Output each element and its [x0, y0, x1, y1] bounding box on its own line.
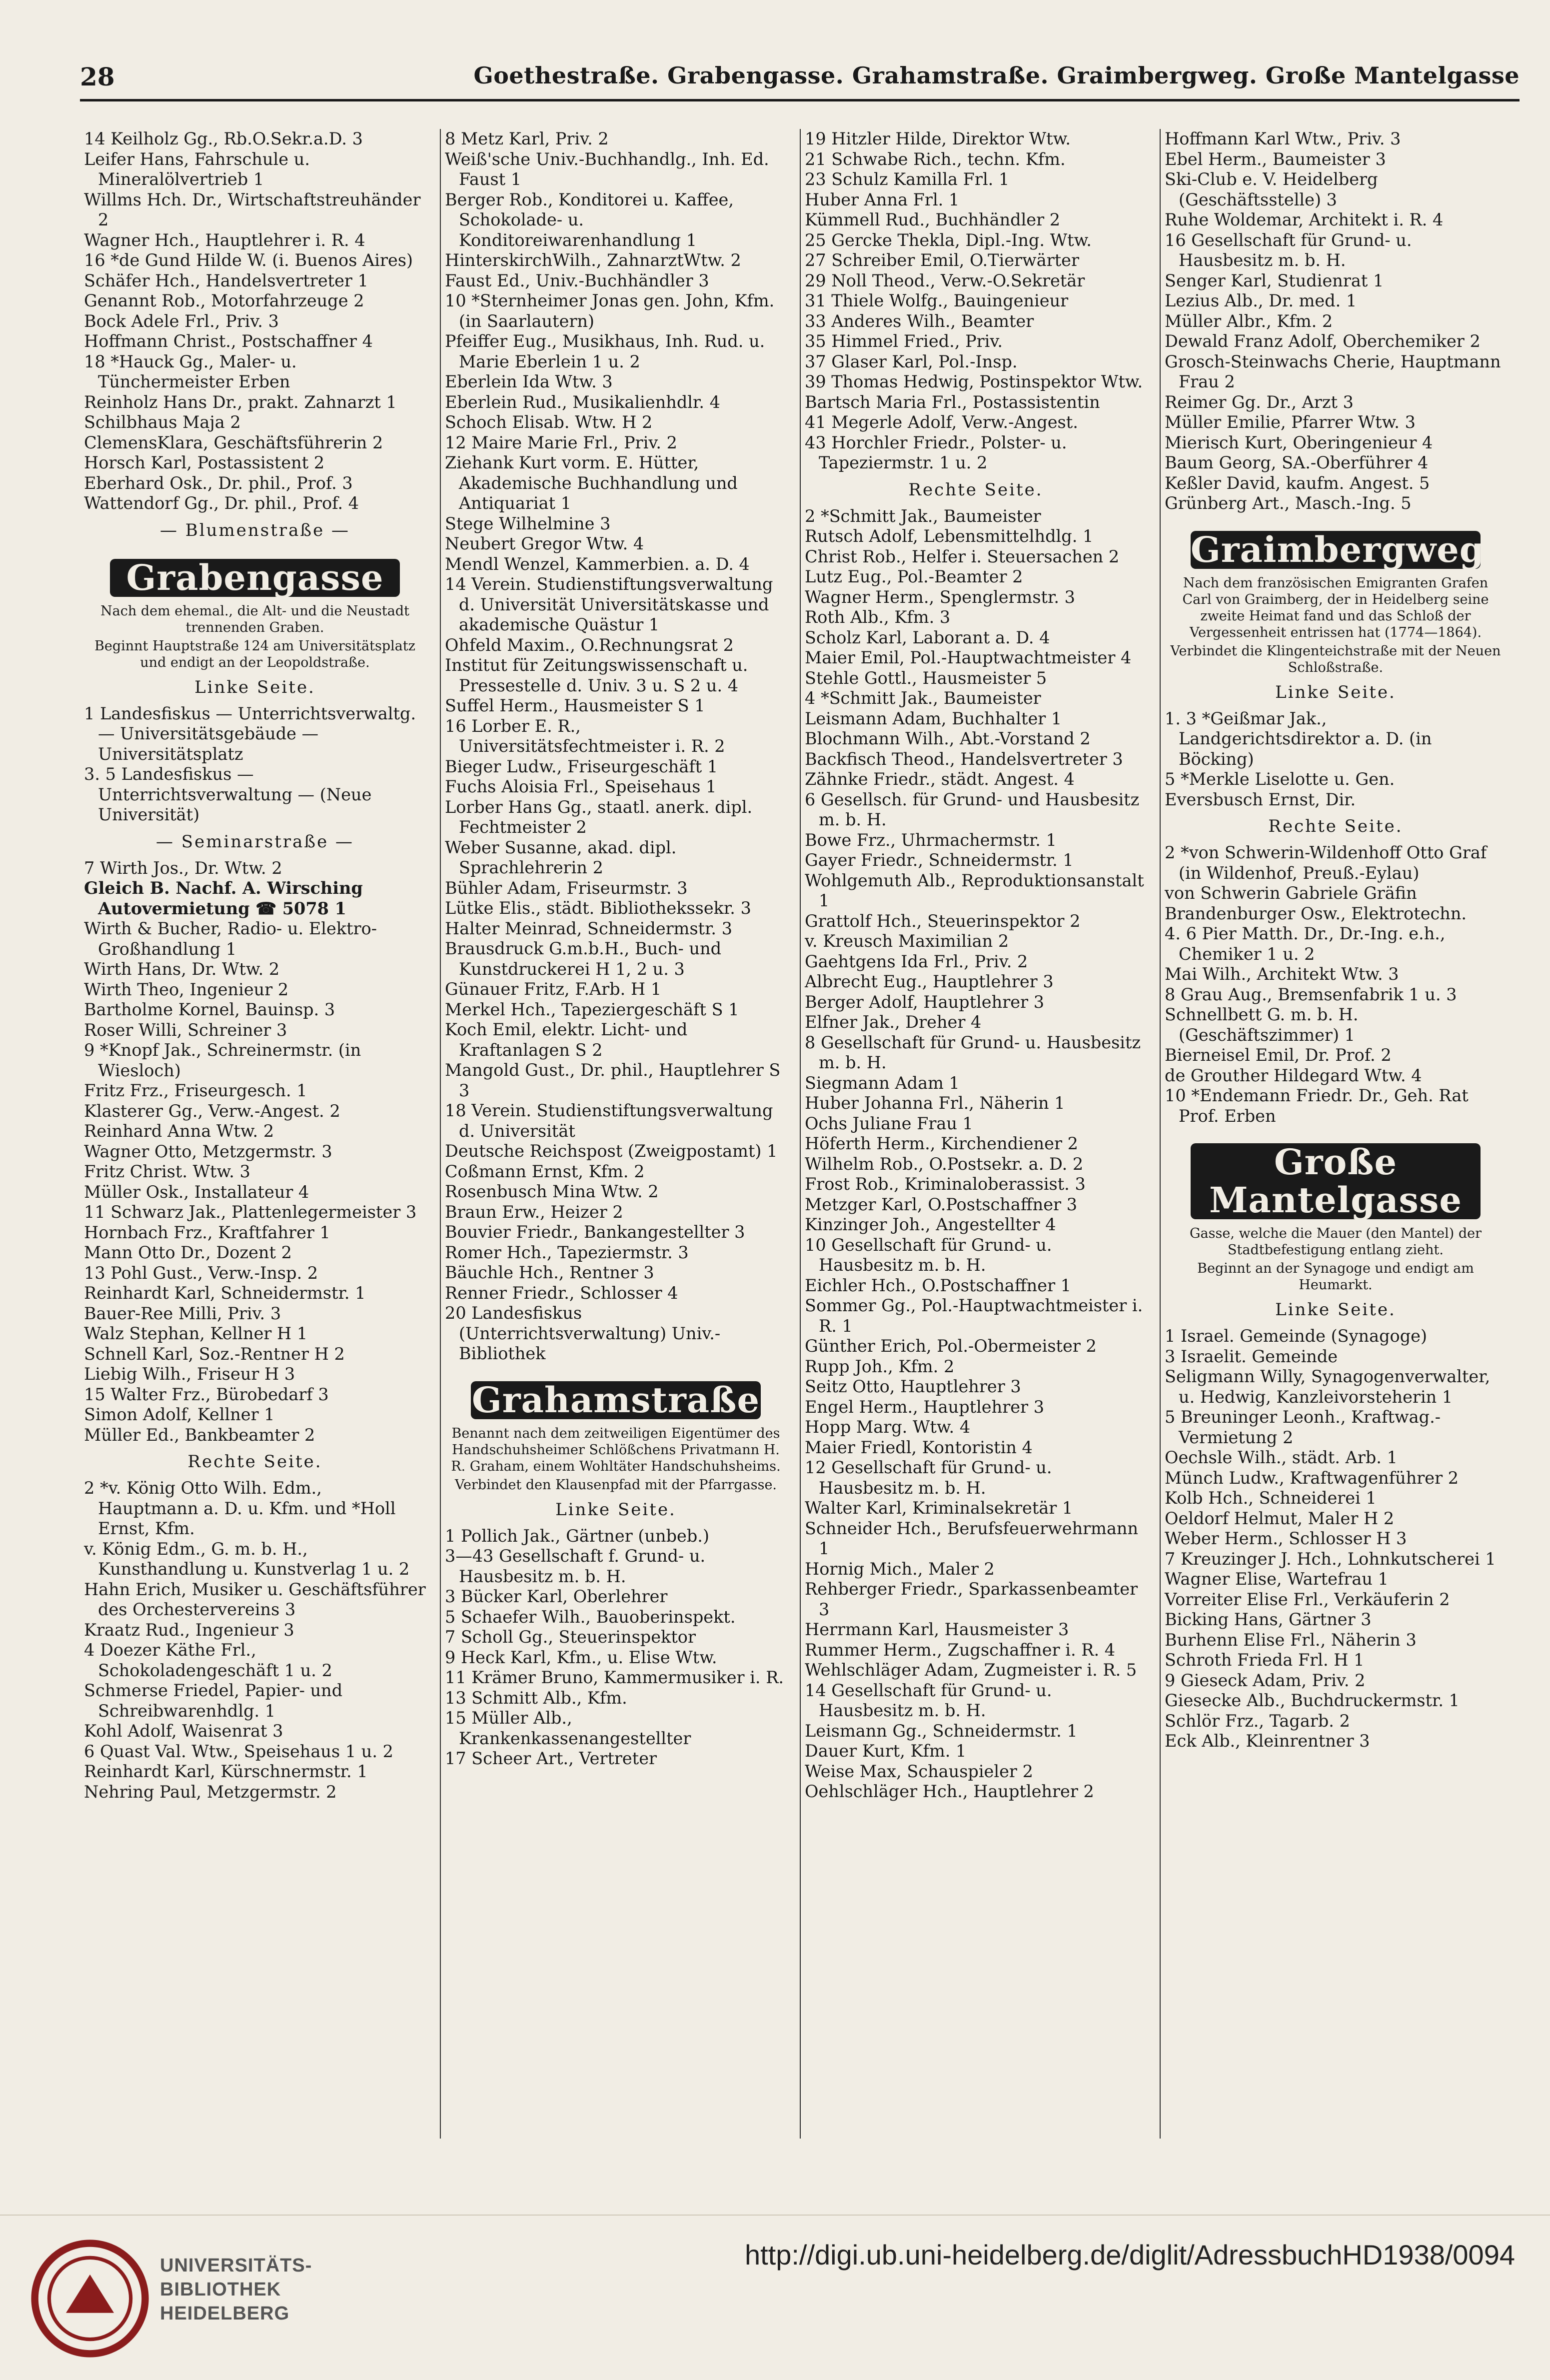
directory-entry: Ruhe Woldemar, Architekt i. R. 4 — [1165, 210, 1444, 229]
directory-entry: 4 Doezer Käthe Frl., Schokoladengeschäft 1 u. 2 — [84, 1640, 332, 1680]
street-note: Nach dem ehemal., die Alt- und die Neustadt trennenden Graben. — [100, 603, 409, 635]
scan-edge — [0, 2215, 1550, 2216]
directory-entry: Mann Otto Dr., Dozent 2 — [84, 1243, 292, 1262]
running-head: Goethestraße. Grabengasse. Grahamstraße. Graimbergweg. Große Mantelgasse — [473, 62, 1520, 89]
directory-entry: 9 Heck Karl, Kfm., u. Elise Wtw. — [445, 1647, 717, 1667]
directory-entry: Grattolf Hch., Steuerinspektor 2 — [805, 911, 1081, 931]
source-url-link[interactable]: http://digi.ub.uni-heidelberg.de/diglit/AdressbuchHD1938/0094 — [744, 2239, 1515, 2271]
directory-entry: Weiß'sche Univ.-Buchhandlg., Inh. Ed. Faust 1 — [445, 149, 769, 189]
directory-entry: Bouvier Friedr., Bankangestellter 3 — [445, 1222, 745, 1242]
directory-entry: Hopp Marg. Wtw. 4 — [805, 1417, 971, 1437]
directory-entry: 10 *Sternheimer Jonas gen. John, Kfm. (in Saarlautern) — [445, 291, 775, 331]
directory-entry: Simon Adolf, Kellner 1 — [84, 1405, 275, 1424]
directory-entry: Walz Stephan, Kellner H 1 — [84, 1324, 308, 1343]
directory-entry: Schäfer Hch., Handelsvertreter 1 — [84, 270, 368, 290]
directory-entry: Roser Willi, Schreiner 3 — [84, 1020, 287, 1040]
directory-entry: Roth Alb., Kfm. 3 — [805, 607, 951, 627]
directory-entry: Klasterer Gg., Verw.-Angest. 2 — [84, 1101, 340, 1121]
directory-entry: Kinzinger Joh., Angestellter 4 — [805, 1215, 1056, 1234]
directory-entry: Senger Karl, Studienrat 1 — [1165, 270, 1384, 290]
directory-entry: Koch Emil, elektr. Licht- und Kraftanlagen S 2 — [445, 1020, 688, 1060]
directory-entry: 37 Glaser Karl, Pol.-Insp. — [805, 351, 1018, 371]
directory-entry: Gleich B. Nachf. A. Wirsching Autovermietung ☎ 5078 1 — [84, 878, 363, 918]
section-label: Linke Seite. — [194, 677, 315, 697]
directory-entry: 17 Scheer Art., Vertreter — [445, 1749, 657, 1768]
directory-entry: Lorber Hans Gg., staatl. anerk. dipl. Fechtmeister 2 — [445, 797, 753, 837]
directory-entry: 7 Kreuzinger J. Hch., Lohnkutscherei 1 — [1165, 1549, 1496, 1569]
directory-entry: Dauer Kurt, Kfm. 1 — [805, 1741, 967, 1761]
directory-entry: 27 Schreiber Emil, O.Tierwärter — [805, 250, 1080, 270]
directory-entry: Schoch Elisab. Wtw. H 2 — [445, 412, 653, 432]
directory-entry: Scholz Karl, Laborant a. D. 4 — [805, 627, 1050, 647]
section-label: Linke Seite. — [555, 1499, 676, 1520]
directory-entry: Mai Wilh., Architekt Wtw. 3 — [1165, 964, 1399, 984]
directory-entry: Hornbach Frz., Kraftfahrer 1 — [84, 1222, 330, 1242]
directory-entry: Brandenburger Osw., Elektrotechn. — [1165, 903, 1467, 923]
directory-entry: 14 Keilholz Gg., Rb.O.Sekr.a.D. 3 — [84, 129, 363, 148]
directory-entry: Kümmell Rud., Buchhändler 2 — [805, 210, 1061, 229]
directory-entry: 9 *Knopf Jak., Schreinermstr. (in Wiesloch) — [84, 1040, 361, 1080]
street-heading: Große Mantelgasse — [1191, 1143, 1481, 1219]
directory-entry: Bock Adele Frl., Priv. 3 — [84, 311, 279, 331]
directory-entry: Wirth Theo, Ingenieur 2 — [84, 979, 289, 999]
directory-entry: 25 Gercke Thekla, Dipl.-Ing. Wtw. — [805, 230, 1092, 250]
directory-entry: Neubert Gregor Wtw. 4 — [445, 534, 644, 553]
directory-entry: Schnell Karl, Soz.-Rentner H 2 — [84, 1344, 345, 1364]
directory-entry: Keßler David, kaufm. Angest. 5 — [1165, 473, 1430, 493]
directory-entry: 1 Pollich Jak., Gärtner (unbeb.) — [445, 1526, 710, 1546]
directory-columns — [80, 129, 1520, 2139]
directory-entry: 10 *Endemann Friedr. Dr., Geh. Rat Prof. Erben — [1165, 1086, 1469, 1126]
street-heading: Grahamstraße — [471, 1379, 760, 1421]
directory-entry: Reinhardt Karl, Schneidermstr. 1 — [84, 1283, 366, 1303]
directory-entry: 6 Quast Val. Wtw., Speisehaus 1 u. 2 — [84, 1741, 393, 1761]
directory-entry: Engel Herm., Hauptlehrer 3 — [805, 1397, 1045, 1417]
directory-entry: Rummer Herm., Zugschaffner i. R. 4 — [805, 1640, 1116, 1660]
directory-entry: Suffel Herm., Hausmeister S 1 — [445, 696, 705, 715]
column-3 — [800, 129, 1151, 2139]
directory-entry: Grünberg Art., Masch.-Ing. 5 — [1165, 493, 1412, 513]
directory-entry: Wilhelm Rob., O.Postsekr. a. D. 2 — [805, 1154, 1084, 1174]
directory-entry: Bartholme Kornel, Bauinsp. 3 — [84, 1000, 335, 1019]
directory-entry: Wagner Elise, Wartefrau 1 — [1165, 1569, 1389, 1589]
directory-entry: Maier Emil, Pol.-Hauptwachtmeister 4 — [805, 648, 1132, 667]
directory-entry: Schroth Frieda Frl. H 1 — [1165, 1650, 1365, 1670]
directory-entry: Mangold Gust., Dr. phil., Hauptlehrer S 3 — [445, 1060, 781, 1100]
directory-entry: Günauer Fritz, F.Arb. H 1 — [445, 979, 662, 999]
directory-entry: von Schwerin Gabriele Gräfin — [1165, 883, 1417, 903]
directory-entry: Bowe Frz., Uhrmachermstr. 1 — [805, 830, 1057, 850]
directory-entry: Leismann Gg., Schneidermstr. 1 — [805, 1721, 1078, 1741]
directory-entry: 15 Walter Frz., Bürobedarf 3 — [84, 1384, 329, 1404]
directory-entry: 11 Krämer Bruno, Kammermusiker i. R. — [445, 1668, 784, 1687]
directory-entry: 7 Scholl Gg., Steuerinspektor — [445, 1627, 696, 1647]
directory-entry: 8 Metz Karl, Priv. 2 — [445, 129, 609, 148]
directory-entry: Romer Hch., Tapeziermstr. 3 — [445, 1242, 689, 1262]
section-label: Rechte Seite. — [908, 479, 1043, 500]
directory-entry: Wagner Herm., Spenglermstr. 3 — [805, 587, 1075, 607]
directory-entry: 18 Verein. Studienstiftungsverwaltung d. Universität — [445, 1101, 773, 1141]
directory-entry: Berger Adolf, Hauptlehrer 3 — [805, 992, 1045, 1012]
section-label: Rechte Seite. — [1268, 816, 1403, 836]
directory-entry: Merkel Hch., Tapeziergeschäft S 1 — [445, 999, 739, 1019]
directory-entry: Ebel Herm., Baumeister 3 — [1165, 149, 1386, 169]
directory-entry: Seligmann Willy, Synagogenverwalter, u. Hedwig, Kanzleivorsteherin 1 — [1165, 1367, 1491, 1407]
directory-entry: Zähnke Friedr., städt. Angest. 4 — [805, 769, 1075, 789]
library-footer — [0, 2219, 1550, 2380]
directory-entry: Eberlein Ida Wtw. 3 — [445, 372, 613, 391]
directory-entry: Vorreiter Elise Frl., Verkäuferin 2 — [1165, 1589, 1450, 1609]
directory-entry: Ochs Juliane Frau 1 — [805, 1113, 973, 1133]
directory-entry: 10 Gesellschaft für Grund- u. Hausbesitz m. b. H. — [805, 1235, 1052, 1275]
directory-entry: Stehle Gottl., Hausmeister 5 — [805, 668, 1047, 688]
directory-entry: Berger Rob., Konditorei u. Kaffee, Schokolade- u. Konditoreiwarenhandlung 1 — [445, 189, 734, 250]
directory-entry: HinterskirchWilh., ZahnarztWtw. 2 — [445, 250, 741, 270]
directory-entry: Grosch-Steinwachs Cherie, Hauptmann Frau 2 — [1165, 351, 1501, 391]
directory-entry: Müller Osk., Installateur 4 — [84, 1182, 309, 1202]
directory-entry: 14 Gesellschaft für Grund- u. Hausbesitz m. b. H. — [805, 1680, 1052, 1720]
directory-entry: Rosenbusch Mina Wtw. 2 — [445, 1182, 659, 1201]
directory-entry: Eberhard Osk., Dr. phil., Prof. 3 — [84, 473, 353, 493]
directory-entry: Ski-Club e. V. Heidelberg (Geschäftsstelle) 3 — [1165, 169, 1378, 209]
directory-entry: Lezius Alb., Dr. med. 1 — [1165, 291, 1357, 310]
directory-entry: Kohl Adolf, Waisenrat 3 — [84, 1721, 283, 1741]
directory-entry: Müller Emilie, Pfarrer Wtw. 3 — [1165, 412, 1416, 432]
directory-entry: Willms Hch. Dr., Wirtschaftstreuhänder 2 — [84, 189, 421, 229]
directory-entry: Rehberger Friedr., Sparkassenbeamter 3 — [805, 1579, 1138, 1619]
directory-entry: Rupp Joh., Kfm. 2 — [805, 1356, 955, 1376]
directory-entry: Bicking Hans, Gärtner 3 — [1165, 1610, 1372, 1629]
directory-entry: Hoffmann Christ., Postschaffner 4 — [84, 331, 373, 351]
directory-entry: Schneider Hch., Berufsfeuerwehrmann 1 — [805, 1518, 1139, 1558]
street-note: Verbindet die Klingenteichstraße mit der Neuen Schloßstraße. — [1170, 643, 1501, 675]
directory-entry: Metzger Karl, O.Postschaffner 3 — [805, 1194, 1078, 1214]
directory-entry: 18 *Hauck Gg., Maler- u. Tünchermeister Erben — [84, 351, 297, 391]
directory-entry: Elfner Jak., Dreher 4 — [805, 1012, 982, 1032]
directory-entry: 5 Schaefer Wilh., Bauoberinspekt. — [445, 1607, 736, 1627]
directory-entry: Renner Friedr., Schlosser 4 — [445, 1283, 678, 1303]
directory-entry: Stege Wilhelmine 3 — [445, 513, 611, 533]
directory-entry: Gayer Friedr., Schneidermstr. 1 — [805, 850, 1074, 870]
directory-entry: 12 Maire Marie Frl., Priv. 2 — [445, 432, 677, 452]
directory-entry: Bartsch Maria Frl., Postassistentin — [805, 392, 1100, 412]
directory-entry: 41 Megerle Adolf, Verw.-Angest. — [805, 412, 1078, 432]
directory-entry: de Grouther Hildegard Wtw. 4 — [1165, 1065, 1422, 1085]
directory-entry: 6 Gesellsch. für Grund- und Hausbesitz m. b. H. — [805, 789, 1140, 829]
street-note: Beginnt Hauptstraße 124 am Universitätsplatz und endigt an der Leopoldstraße. — [94, 638, 415, 670]
directory-entry: 3—43 Gesellschaft f. Grund- u. Hausbesitz m. b. H. — [445, 1546, 706, 1586]
directory-entry: Müller Albr., Kfm. 2 — [1165, 311, 1333, 331]
directory-entry: Münch Ludw., Kraftwagenführer 2 — [1165, 1468, 1459, 1488]
directory-entry: Wagner Otto, Metzgermstr. 3 — [84, 1141, 332, 1161]
directory-entry: Hornig Mich., Maler 2 — [805, 1559, 995, 1579]
column-2 — [440, 129, 791, 2139]
directory-entry: Weber Herm., Schlosser H 3 — [1165, 1529, 1407, 1548]
directory-entry: 43 Horchler Friedr., Polster- u. Tapeziermstr. 1 u. 2 — [805, 432, 1067, 472]
directory-entry: 1. 3 *Geißmar Jak., Landgerichtsdirektor a. D. (in Böcking) — [1165, 708, 1432, 769]
directory-entry: 31 Thiele Wolfg., Bauingenieur — [805, 291, 1069, 310]
directory-entry: Seitz Otto, Hauptlehrer 3 — [805, 1377, 1021, 1396]
directory-entry: 2 *von Schwerin-Wildenhoff Otto Graf (in Wildenhof, Preuß.-Eylau) — [1165, 843, 1487, 883]
directory-entry: Oehlschläger Hch., Hauptlehrer 2 — [805, 1782, 1094, 1801]
directory-entry: Burhenn Elise Frl., Näherin 3 — [1165, 1630, 1417, 1650]
section-label: — Seminarstraße — — [155, 831, 354, 852]
page-number: 28 — [80, 62, 115, 91]
directory-entry: 20 Landesfiskus (Unterrichtsverwaltung) Univ.-Bibliothek — [445, 1303, 721, 1363]
directory-entry: Oechsle Wilh., städt. Arb. 1 — [1165, 1448, 1398, 1467]
directory-entry: Leismann Adam, Buchhalter 1 — [805, 708, 1062, 728]
directory-entry: Höferth Herm., Kirchendiener 2 — [805, 1134, 1078, 1153]
directory-entry: 1 Landesfiskus — Unterrichtsverwaltg. — Universitätsgebäude — Universitätsplatz — [84, 703, 416, 764]
directory-entry: Reinholz Hans Dr., prakt. Zahnarzt 1 — [84, 392, 397, 412]
directory-entry: Kolb Hch., Schneiderei 1 — [1165, 1488, 1377, 1508]
directory-entry: Herrmann Karl, Hausmeister 3 — [805, 1620, 1069, 1639]
directory-entry: Sommer Gg., Pol.-Hauptwachtmeister i. R. 1 — [805, 1296, 1143, 1336]
directory-entry: 3 Bücker Karl, Oberlehrer — [445, 1587, 668, 1606]
directory-entry: Reinhard Anna Wtw. 2 — [84, 1121, 274, 1141]
directory-entry: 29 Noll Theod., Verw.-O.Sekretär — [805, 270, 1085, 290]
directory-entry: 4. 6 Pier Matth. Dr., Dr.-Ing. e.h., Chemiker 1 u. 2 — [1165, 924, 1446, 964]
directory-entry: Frost Rob., Kriminaloberassist. 3 — [805, 1174, 1086, 1194]
column-1 — [80, 129, 430, 2139]
directory-entry: Bieger Ludw., Friseurgeschäft 1 — [445, 756, 718, 776]
directory-entry: Wohlgemuth Alb., Reproduktionsanstalt 1 — [805, 870, 1144, 910]
directory-entry: Huber Anna Frl. 1 — [805, 189, 960, 209]
directory-entry: Nehring Paul, Metzgermstr. 2 — [84, 1782, 337, 1802]
directory-entry: Hoffmann Karl Wtw., Priv. 3 — [1165, 129, 1401, 148]
directory-entry: 11 Schwarz Jak., Plattenlegermeister 3 — [84, 1202, 417, 1222]
street-heading: Grabengasse — [110, 559, 400, 597]
section-label: Linke Seite. — [1275, 682, 1396, 702]
directory-entry: 14 Verein. Studienstiftungsverwaltung d. Universität Universitätskasse und akademische Quästur 1 — [445, 574, 773, 634]
directory-entry: 13 Schmitt Alb., Kfm. — [445, 1688, 627, 1708]
directory-entry: Deutsche Reichspost (Zweigpostamt) 1 — [445, 1141, 778, 1161]
directory-entry: Wehlschläger Adam, Zugmeister i. R. 5 — [805, 1660, 1137, 1680]
directory-entry: Schmerse Friedel, Papier- und Schreibwarenhdlg. 1 — [84, 1681, 343, 1721]
directory-entry: Bühler Adam, Friseurmstr. 3 — [445, 878, 688, 898]
directory-entry: 16 Gesellschaft für Grund- u. Hausbesitz m. b. H. — [1165, 230, 1412, 270]
directory-entry: 33 Anderes Wilh., Beamter — [805, 311, 1034, 331]
directory-entry: Baum Georg, SA.-Oberführer 4 — [1165, 453, 1429, 472]
directory-entry: 12 Gesellschaft für Grund- u. Hausbesitz m. b. H. — [805, 1458, 1052, 1498]
directory-entry: Günther Erich, Pol.-Obermeister 2 — [805, 1336, 1097, 1356]
directory-entry: Rutsch Adolf, Lebensmittelhdlg. 1 — [805, 526, 1094, 546]
directory-entry: 9 Gieseck Adam, Priv. 2 — [1165, 1670, 1366, 1690]
directory-entry: Wattendorf Gg., Dr. phil., Prof. 4 — [84, 493, 359, 513]
street-note: Nach dem französischen Emigranten Grafen Carl von Graimberg, der in Heidelberg seine zweite Heimat fand und das Schloß der Vergessenheit entrissen hat (1774—1864). — [1182, 575, 1489, 640]
directory-entry: Schnellbett G. m. b. H. (Geschäftszimmer) 1 — [1165, 1005, 1359, 1045]
directory-entry: Ohfeld Maxim., O.Rechnungsrat 2 — [445, 635, 734, 655]
directory-entry: Eck Alb., Kleinrentner 3 — [1165, 1731, 1370, 1751]
directory-entry: 1 Israel. Gemeinde (Synagoge) — [1165, 1326, 1428, 1346]
directory-entry: Lutz Eug., Pol.-Beamter 2 — [805, 567, 1023, 586]
directory-entry: v. Kreusch Maximilian 2 — [805, 931, 1009, 951]
directory-entry: Eberlein Rud., Musikalienhdlr. 4 — [445, 392, 720, 412]
directory-entry: Reinhardt Karl, Kürschnermstr. 1 — [84, 1762, 368, 1781]
directory-entry: v. König Edm., G. m. b. H., Kunsthandlung u. Kunstverlag 1 u. 2 — [84, 1539, 410, 1579]
directory-entry: Christ Rob., Helfer i. Steuersachen 2 — [805, 546, 1120, 566]
directory-entry: Mendl Wenzel, Kammerbien. a. D. 4 — [445, 554, 750, 574]
directory-entry: 5 *Merkle Liselotte u. Gen. — [1165, 769, 1395, 789]
directory-entry: Institut für Zeitungswissenschaft u. Pressestelle d. Univ. 3 u. S 2 u. 4 — [445, 655, 748, 695]
directory-entry: Kraatz Rud., Ingenieur 3 — [84, 1620, 294, 1640]
directory-entry: 3. 5 Landesfiskus — Unterrichtsverwaltung — (Neue Universität) — [84, 764, 372, 824]
directory-entry: Halter Meinrad, Schneidermstr. 3 — [445, 918, 733, 938]
directory-entry: Dewald Franz Adolf, Oberchemiker 2 — [1165, 331, 1481, 351]
directory-entry: 13 Pohl Gust., Verw.-Insp. 2 — [84, 1263, 318, 1283]
directory-entry: 5 Breuninger Leonh., Kraftwag.-Vermietung 2 — [1165, 1407, 1441, 1447]
directory-entry: 7 Wirth Jos., Dr. Wtw. 2 — [84, 858, 282, 878]
directory-entry: Blochmann Wilh., Abt.-Vorstand 2 — [805, 729, 1091, 748]
directory-entry: Eversbusch Ernst, Dir. — [1165, 789, 1356, 809]
library-name: UNIVERSITÄTS-BIBLIOTHEK HEIDELBERG — [160, 2255, 312, 2324]
column-4 — [1160, 129, 1511, 2139]
directory-entry: Oeldorf Helmut, Maler H 2 — [1165, 1508, 1395, 1528]
directory-entry: 8 Gesellschaft für Grund- u. Hausbesitz m. b. H. — [805, 1032, 1141, 1072]
directory-entry: Siegmann Adam 1 — [805, 1073, 960, 1093]
directory-entry: Pfeiffer Eug., Musikhaus, Inh. Rud. u. Marie Eberlein 1 u. 2 — [445, 331, 765, 371]
directory-entry: Schlör Frz., Tagarb. 2 — [1165, 1711, 1350, 1731]
directory-entry: Reimer Gg. Dr., Arzt 3 — [1165, 392, 1354, 412]
street-note: Gasse, welche die Mauer (den Mantel) der Stadtbefestigung entlang zieht. — [1189, 1226, 1482, 1258]
directory-entry: Fuchs Aloisia Frl., Speisehaus 1 — [445, 777, 717, 796]
street-note: Benannt nach dem zeitweiligen Eigentümer des Handschuhsheimer Schlößchens Privatmann H. R. Graham, einem Wohltäter Handschuhsheims. — [451, 1425, 781, 1474]
directory-entry: Wirth & Bucher, Radio- u. Elektro-Großhandlung 1 — [84, 919, 377, 959]
directory-entry: Backfisch Theod., Handelsvertreter 3 — [805, 749, 1123, 769]
street-note: Beginnt an der Synagoge und endigt am Heumarkt. — [1197, 1261, 1474, 1293]
directory-entry: Albrecht Eug., Hauptlehrer 3 — [805, 972, 1054, 991]
directory-entry: 35 Himmel Fried., Priv. — [805, 331, 1003, 351]
directory-entry: Leifer Hans, Fahrschule u. Mineralölvertrieb 1 — [84, 149, 310, 189]
directory-entry: Weber Susanne, akad. dipl. Sprachlehrerin 2 — [445, 837, 677, 877]
directory-entry: Maier Friedl, Kontoristin 4 — [805, 1437, 1033, 1457]
directory-entry: 2 *Schmitt Jak., Baumeister — [805, 506, 1041, 526]
directory-entry: 15 Müller Alb., Krankenkassenangestellter — [445, 1708, 691, 1748]
directory-entry: Bauer-Ree Milli, Priv. 3 — [84, 1303, 281, 1323]
directory-entry: Bierneisel Emil, Dr. Prof. 2 — [1165, 1045, 1392, 1065]
directory-entry: Faust Ed., Univ.-Buchhändler 3 — [445, 270, 709, 290]
directory-entry: Fritz Christ. Wtw. 3 — [84, 1162, 250, 1181]
directory-entry: Ziehank Kurt vorm. E. Hütter, Akademische Buchhandlung und Antiquariat 1 — [445, 453, 738, 513]
directory-entry: 21 Schwabe Rich., techn. Kfm. — [805, 149, 1066, 169]
directory-entry: 4 *Schmitt Jak., Baumeister — [805, 688, 1041, 708]
directory-entry: Huber Johanna Frl., Näherin 1 — [805, 1093, 1065, 1113]
directory-entry: Braun Erw., Heizer 2 — [445, 1202, 623, 1222]
directory-entry: Fritz Frz., Friseurgesch. 1 — [84, 1081, 307, 1100]
directory-entry: 19 Hitzler Hilde, Direktor Wtw. — [805, 129, 1071, 148]
directory-entry: Mierisch Kurt, Oberingenieur 4 — [1165, 432, 1433, 452]
directory-entry: 16 *de Gund Hilde W. (i. Buenos Aires) — [84, 250, 413, 270]
section-label: Rechte Seite. — [187, 1452, 322, 1472]
directory-entry: 23 Schulz Kamilla Frl. 1 — [805, 169, 1010, 189]
directory-entry: Weise Max, Schauspieler 2 — [805, 1761, 1033, 1781]
page-header — [80, 59, 1520, 101]
directory-entry: Eichler Hch., O.Postschaffner 1 — [805, 1275, 1072, 1295]
university-seal-icon — [30, 2239, 150, 2359]
directory-entry: ClemensKlara, Geschäftsführerin 2 — [84, 432, 383, 452]
directory-entry: Müller Ed., Bankbeamter 2 — [84, 1425, 315, 1445]
directory-entry: 39 Thomas Hedwig, Postinspektor Wtw. — [805, 372, 1143, 391]
street-note: Verbindet den Klausenpfad mit der Pfarrgasse. — [454, 1477, 777, 1493]
directory-entry: Bäuchle Hch., Rentner 3 — [445, 1263, 654, 1282]
directory-entry: 2 *v. König Otto Wilh. Edm., Hauptmann a. D. u. Kfm. und *Holl Ernst, Kfm. — [84, 1478, 396, 1538]
directory-entry: Giesecke Alb., Buchdruckermstr. 1 — [1165, 1691, 1460, 1710]
directory-entry: 16 Lorber E. R., Universitätsfechtmeister i. R. 2 — [445, 716, 725, 756]
directory-entry: Schilbhaus Maja 2 — [84, 412, 241, 432]
section-label: — Blumenstraße — — [159, 520, 350, 540]
section-label: Linke Seite. — [1275, 1300, 1396, 1320]
directory-entry: Liebig Wilh., Friseur H 3 — [84, 1364, 295, 1384]
directory-entry: 3 Israelit. Gemeinde — [1165, 1346, 1338, 1366]
directory-entry: Genannt Rob., Motorfahrzeuge 2 — [84, 291, 364, 310]
directory-entry: Lütke Elis., städt. Bibliothekssekr. 3 — [445, 898, 751, 918]
directory-entry: Coßmann Ernst, Kfm. 2 — [445, 1161, 645, 1181]
street-heading: Graimbergweg — [1191, 528, 1485, 570]
directory-entry: Hahn Erich, Musiker u. Geschäftsführer des Orchestervereins 3 — [84, 1579, 426, 1619]
directory-entry: Brausdruck G.m.b.H., Buch- und Kunstdruckerei H 1, 2 u. 3 — [445, 939, 722, 979]
directory-entry: Walter Karl, Kriminalsekretär 1 — [805, 1498, 1073, 1518]
directory-entry: Wirth Hans, Dr. Wtw. 2 — [84, 959, 280, 979]
directory-entry: Wagner Hch., Hauptlehrer i. R. 4 — [84, 230, 365, 250]
directory-entry: 8 Grau Aug., Bremsenfabrik 1 u. 3 — [1165, 984, 1457, 1004]
directory-entry: Gaehtgens Ida Frl., Priv. 2 — [805, 951, 1028, 971]
directory-entry: Horsch Karl, Postassistent 2 — [84, 453, 325, 472]
